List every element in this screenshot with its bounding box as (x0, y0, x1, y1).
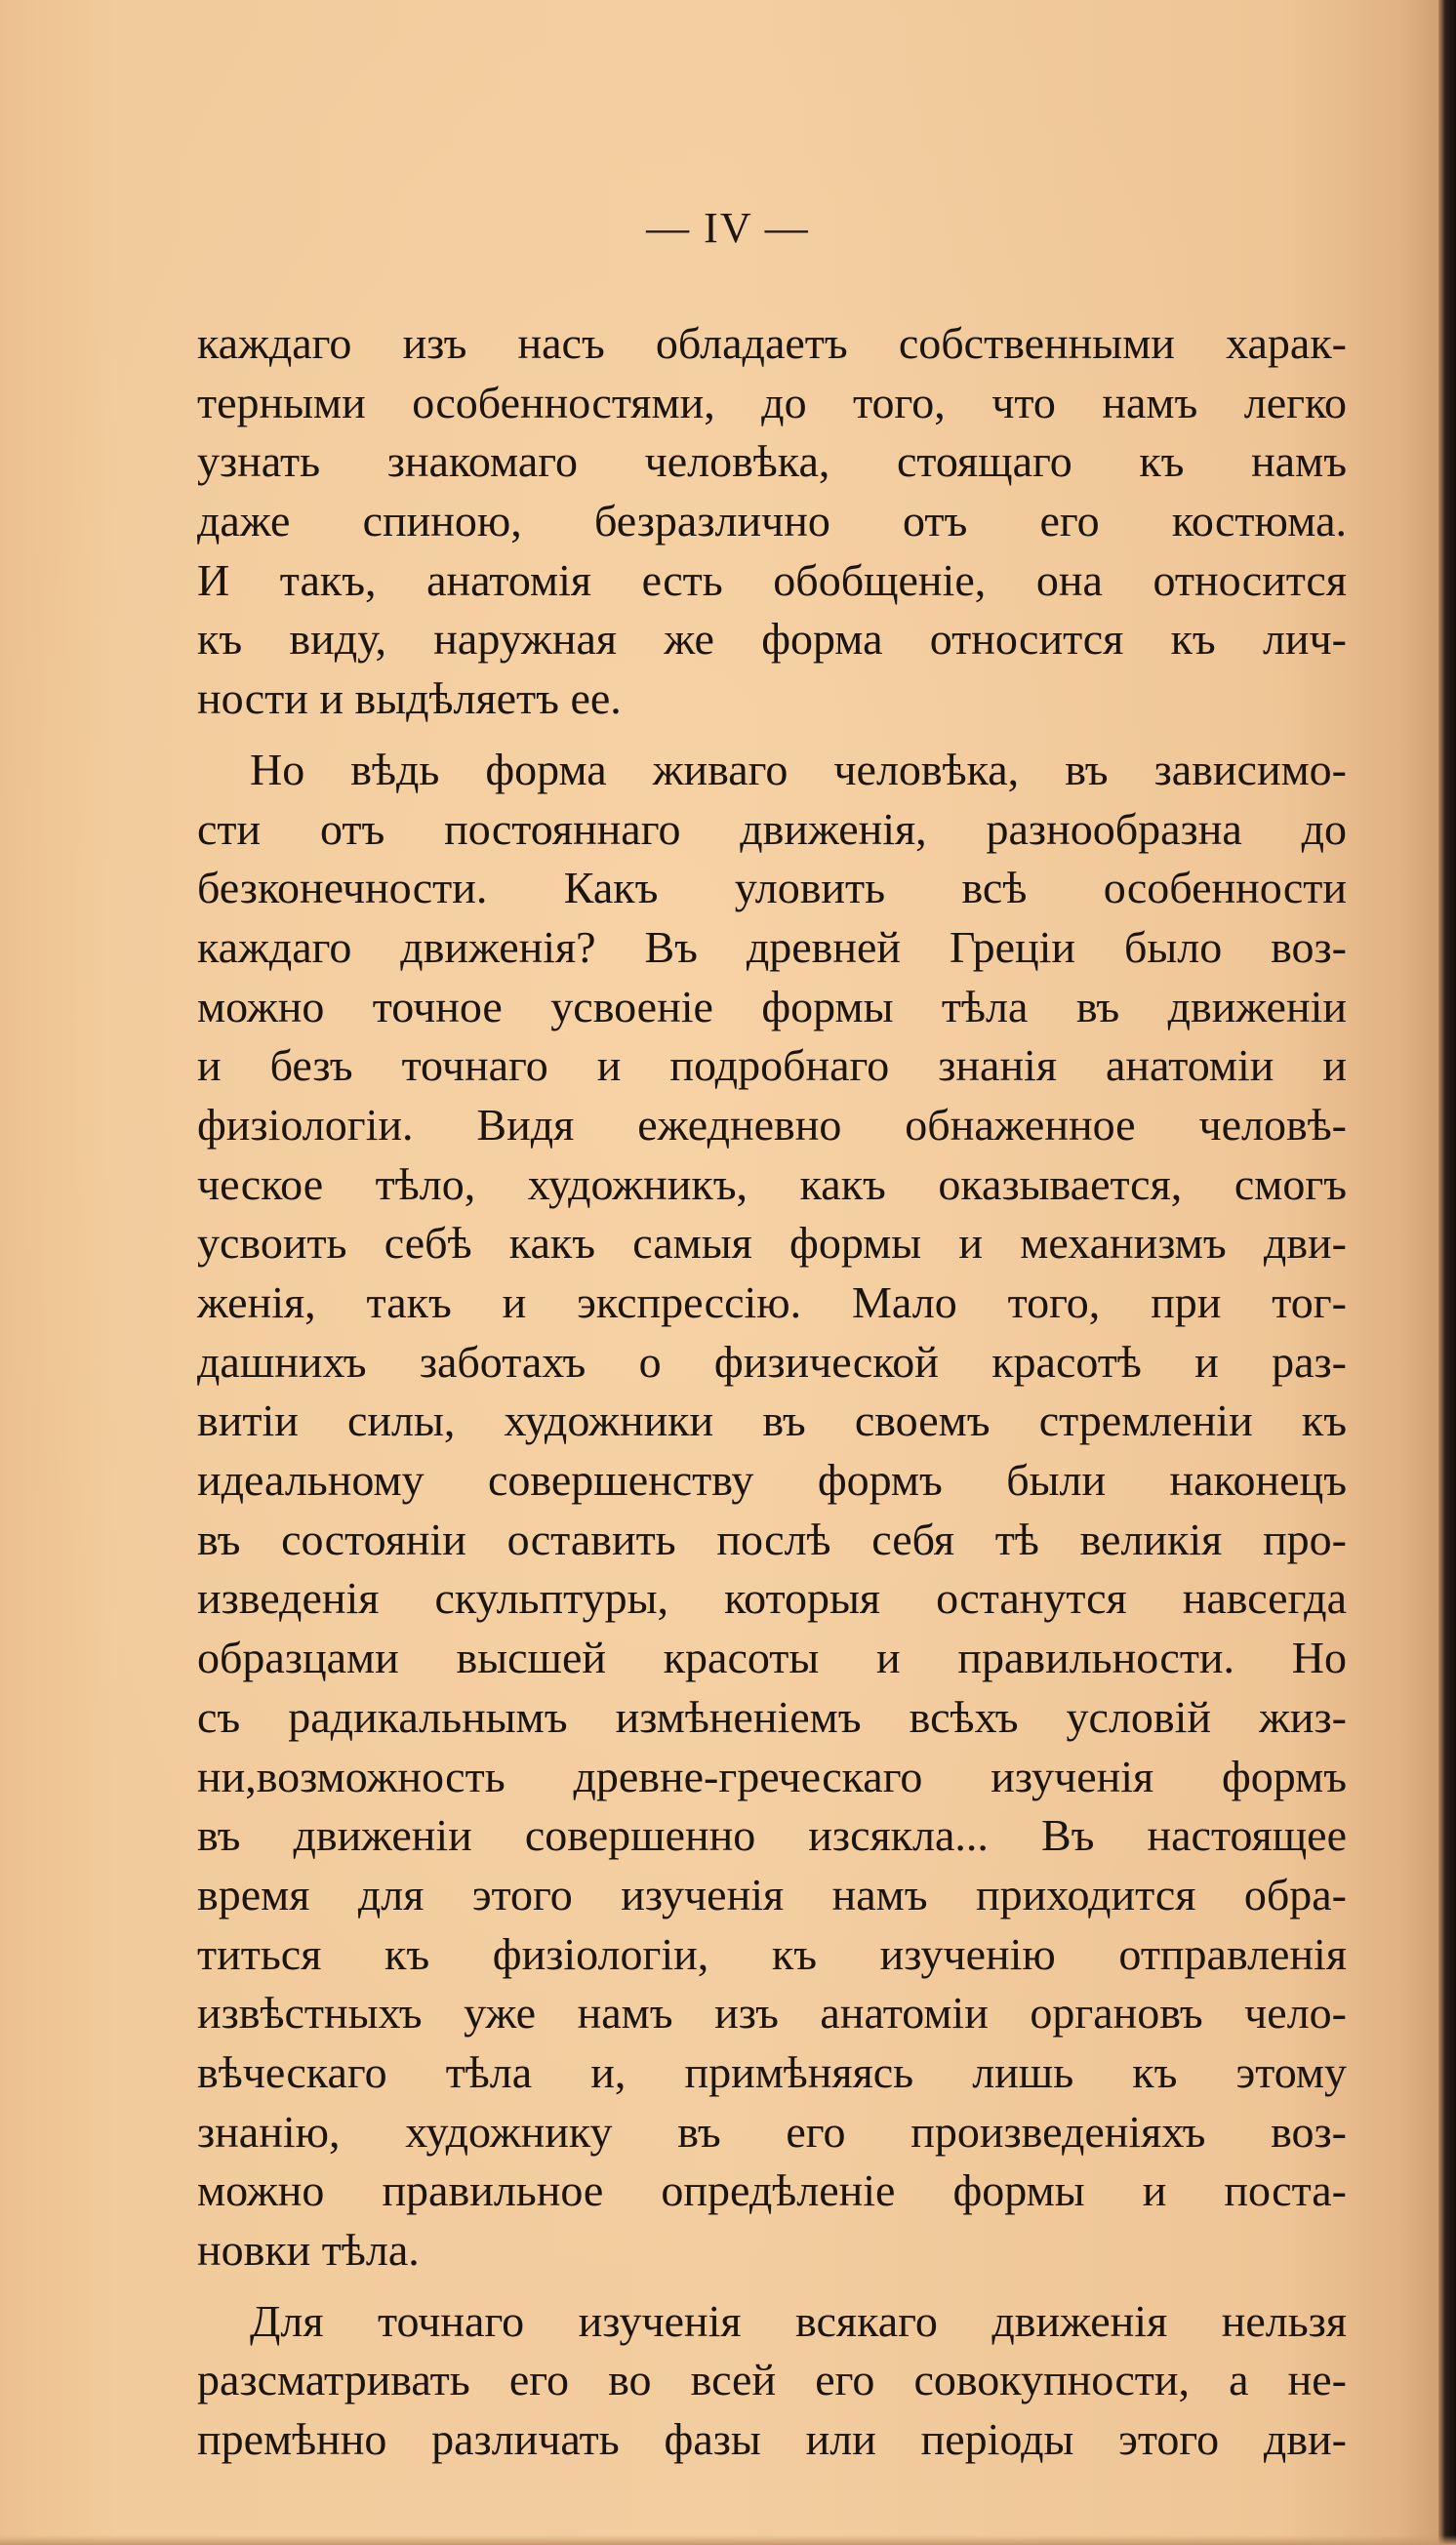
text-line: Для точнаго изученія всякаго движенія нельзя (250, 2295, 1347, 2346)
text-line: женія, такъ и экспрессію. Мало того, при тог- (197, 1277, 1347, 1327)
page-bottom-edge (0, 2535, 1456, 2545)
text-line: премѣнно различать фазы или періоды этого дви- (197, 2414, 1347, 2465)
text-line: съ радикальнымъ измѣненіемъ всѣхъ условій жиз- (197, 1691, 1347, 1742)
text-line: ческое тѣло, художникъ, какъ оказывается, смогъ (197, 1158, 1347, 1209)
text-line: ни,возможность древне-греческаго изученія формъ (197, 1751, 1347, 1801)
text-line: И такъ, анатомія есть обобщеніе, она относится (197, 554, 1347, 605)
text-line: и безъ точнаго и подробнаго знанія анатоміи и (197, 1040, 1347, 1091)
text-line: даже спиною, безразлично отъ его костюма. (197, 496, 1347, 546)
text-line: ности и выдѣляетъ ее. (197, 673, 622, 724)
text-line: новки тѣла. (197, 2225, 420, 2275)
text-line: знанію, художнику въ его произведеніяхъ воз- (197, 2106, 1347, 2157)
text-line: въ движеніи совершенно изсякла... Въ настоящее (197, 1810, 1347, 1861)
text-line: вѣческаго тѣла и, примѣняясь лишь къ этому (197, 2046, 1347, 2097)
text-line: усвоить себѣ какъ самыя формы и механизмъ дви- (197, 1218, 1347, 1269)
text-line: извѣстныхъ уже намъ изъ анатоміи органовъ чело- (197, 1988, 1347, 2039)
text-line: можно точное усвоеніе формы тѣла въ движеніи (197, 981, 1347, 1031)
page-binding-edge (1438, 0, 1456, 2545)
text-line: разсматривать его во всей его совокупности, а не- (197, 2355, 1347, 2405)
text-line: титься къ физіологіи, къ изученію отправленія (197, 1928, 1347, 1979)
text-line: безконечности. Какъ уловить всѣ особенности (197, 863, 1347, 913)
text-line: образцами высшей красоты и правильности. Но (197, 1633, 1347, 1683)
text-line: изведенія скульптуры, которыя останутся навсегда (197, 1573, 1347, 1624)
text-line: къ виду, наружная же форма относится къ лич- (197, 614, 1347, 665)
page-number: — IV — (646, 204, 810, 252)
text-line: каждаго изъ насъ обладаетъ собственными харак- (197, 318, 1347, 368)
text-line: терными особенностями, до того, что намъ легко (197, 377, 1347, 427)
text-line: узнать знакомаго человѣка, стоящаго къ намъ (197, 436, 1347, 487)
text-line: можно правильное опредѣленіе формы и поста- (197, 2165, 1347, 2216)
text-line: Но вѣдь форма живаго человѣка, въ зависимо- (250, 744, 1347, 794)
text-line: витіи силы, художники въ своемъ стремленіи къ (197, 1395, 1347, 1446)
text-line: идеальному совершенству формъ были наконецъ (197, 1455, 1347, 1506)
text-line: каждаго движенія? Въ древней Греціи было воз- (197, 921, 1347, 972)
text-line: сти отъ постояннаго движенія, разнообразна до (197, 803, 1347, 854)
text-line: время для этого изученія намъ приходится обра- (197, 1869, 1347, 1919)
body-text (197, 314, 1347, 2470)
text-line: въ состояніи оставить послѣ себя тѣ великія про- (197, 1514, 1347, 1564)
text-line: дашнихъ заботахъ о физической красотѣ и раз- (197, 1336, 1347, 1387)
text-line: физіологіи. Видя ежедневно обнаженное человѣ- (197, 1099, 1347, 1150)
